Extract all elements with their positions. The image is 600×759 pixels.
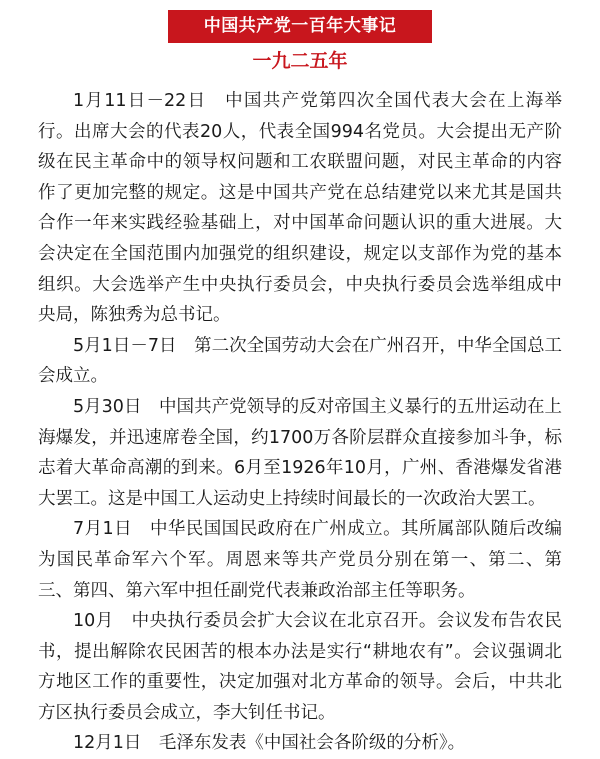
event-date: 7月1日 <box>73 519 133 540</box>
event-text: 中国共产党第四次全国代表大会在上海举行。出席大会的代表20人，代表全国994名党员。大会提出无产阶级在民主革命中的领导权问题和工农联盟问题，对民主革命的内容作了更加完整的规定。这是中国共产党在总结建党以来尤其是国共合作一年来实践经验基础上，对中国革命问题认识的重大进展。大会决定在全国范围内加强党的组织建设，规定以支部作为党的基本组织。大会选举产生中央执行委员会，中央执行委员会选举组成中央局，陈独秀为总书记。 <box>38 91 563 326</box>
chronicle-title-banner: 中国共产党一百年大事记 <box>168 10 432 43</box>
year-heading: 一九二五年 <box>252 50 348 72</box>
event-entry <box>38 392 562 514</box>
event-entry <box>38 331 562 392</box>
event-date: 5月30日 <box>73 396 142 417</box>
event-date: 12月1日 <box>73 733 142 754</box>
event-text: 中央执行委员会扩大会议在北京召开。会议发布告农民书，提出解除农民困苦的根本办法是实行“耕地农有”。会议强调北方地区工作的重要性，决定加强对北方革命的领导。会后，中共北方区执行委员会成立，李大钊任书记。 <box>38 611 562 723</box>
event-date: 1月11日－22日 <box>73 91 207 111</box>
event-text: 中华民国国民政府在广州成立。其所属部队随后改编为国民革命军六个军。周恩来等共产党员分别在第一、第二、第三、第四、第六军中担任副党代表兼政治部主任等职务。 <box>38 519 562 601</box>
event-text: 中国共产党领导的反对帝国主义暴行的五卅运动在上海爆发，并迅速席卷全国，约1700万各阶层群众直接参加斗争，标志着大革命高潮的到来。6月至1926年10月，广州、香港爆发省港大罢工。这是中国工人运动史上持续时间最长的一次政治大罢工。 <box>38 396 563 509</box>
event-entry <box>38 728 562 759</box>
event-date: 5月1日－7日 <box>73 335 177 356</box>
event-entry <box>38 514 562 606</box>
event-text: 毛泽东发表《中国社会各阶级的分析》。 <box>158 733 466 754</box>
event-entry <box>38 606 562 728</box>
event-date: 10月 <box>73 611 114 632</box>
events-list <box>38 86 562 759</box>
event-entry <box>38 86 562 331</box>
event-text: 第二次全国劳动大会在广州召开，中华全国总工会成立。 <box>38 335 563 387</box>
